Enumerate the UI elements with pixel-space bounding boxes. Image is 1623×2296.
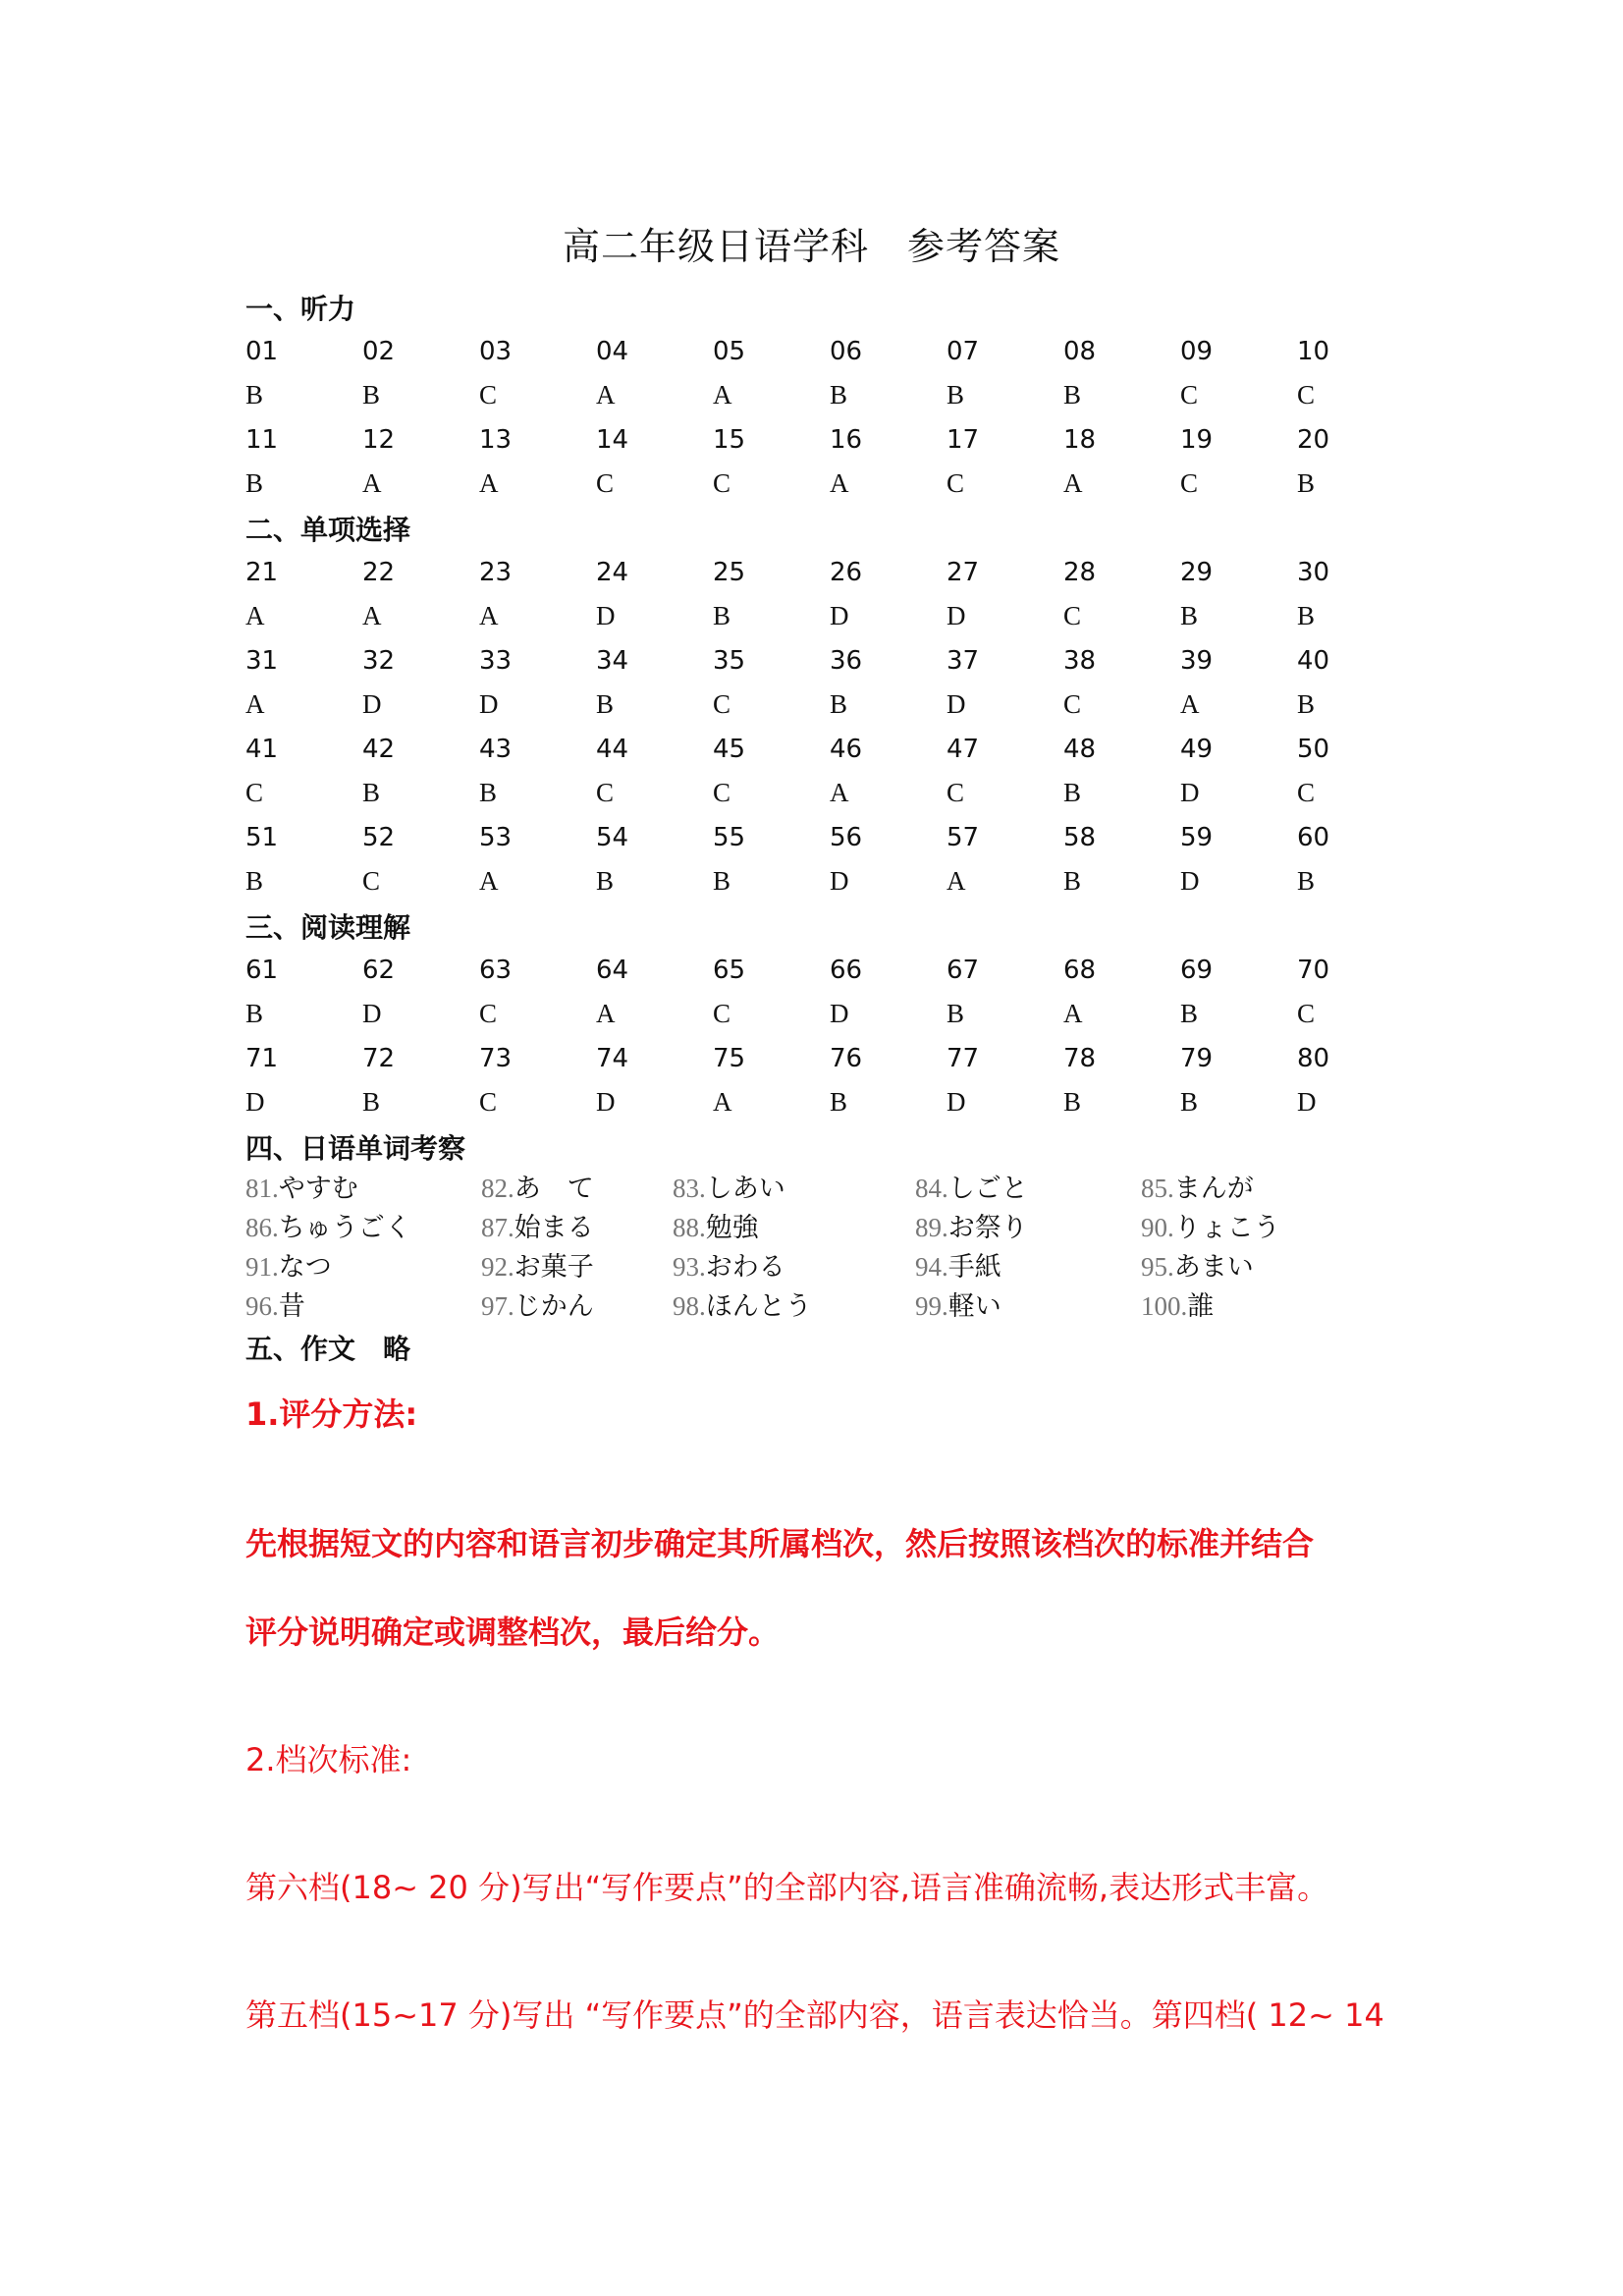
question-number: 16 [830, 424, 863, 455]
answer-letter: A [362, 468, 382, 498]
vocab-item [481, 1245, 594, 1284]
answer-letter: C [947, 778, 965, 807]
answer-letter: B [1297, 866, 1316, 896]
answer-letter: D [596, 1087, 616, 1117]
vocab-answer: 昔 [278, 1291, 305, 1322]
question-number: 04 [596, 336, 629, 366]
section-essay-heading: 五、作文 略 [245, 1333, 411, 1365]
question-number: 67 [947, 955, 980, 985]
question-number: 08 [1063, 336, 1097, 366]
question-number: 48 [1063, 734, 1097, 764]
question-number: 60 [1297, 822, 1330, 852]
vocab-item [673, 1285, 812, 1323]
vocab-number: 91. [245, 1252, 279, 1282]
vocab-answer: ちゅうごく [278, 1213, 411, 1243]
question-number: 12 [362, 424, 396, 455]
vocab-item [245, 1285, 305, 1323]
answer-letter: C [713, 468, 731, 498]
grade-criteria-heading: 2.档次标准: [245, 1741, 412, 1778]
vocab-answer: りょこう [1173, 1213, 1280, 1243]
single-choice-answer-row [245, 594, 1424, 638]
vocab-number: 85. [1141, 1174, 1174, 1203]
question-number: 24 [596, 557, 629, 587]
question-number: 55 [713, 822, 746, 852]
question-number: 59 [1180, 822, 1214, 852]
reading-answer-row [245, 1080, 1424, 1124]
question-number: 15 [713, 424, 746, 455]
vocab-item [673, 1245, 785, 1284]
reading-question-number-row [245, 948, 1424, 992]
vocab-answer: しあい [705, 1174, 785, 1204]
answer-letter: D [1180, 866, 1200, 896]
question-number: 47 [947, 734, 980, 764]
question-number: 52 [362, 822, 396, 852]
vocab-item [915, 1245, 1001, 1284]
page-title: 高二年级日语学科 参考答案 [562, 225, 1060, 268]
question-number: 38 [1063, 645, 1097, 676]
answer-letter: D [245, 1087, 265, 1117]
vocab-number: 89. [915, 1213, 948, 1242]
vocab-item [915, 1285, 1001, 1323]
question-number: 27 [947, 557, 980, 587]
answer-letter: A [596, 380, 616, 410]
question-number: 33 [479, 645, 513, 676]
answer-letter: C [713, 689, 731, 719]
question-number: 40 [1297, 645, 1330, 676]
vocab-number: 92. [481, 1252, 514, 1282]
question-number: 25 [713, 557, 746, 587]
question-number: 41 [245, 734, 279, 764]
question-number: 02 [362, 336, 396, 366]
question-number: 61 [245, 955, 279, 985]
question-number: 80 [1297, 1043, 1330, 1073]
answer-letter: B [1180, 1087, 1199, 1117]
answer-letter: A [830, 778, 849, 807]
vocab-item [1141, 1245, 1254, 1284]
vocab-answer: お菓子 [514, 1252, 594, 1283]
question-number: 09 [1180, 336, 1214, 366]
answer-letter: B [362, 380, 381, 410]
answer-letter: B [362, 1087, 381, 1117]
single-choice-question-number-row [245, 727, 1424, 771]
question-number: 01 [245, 336, 279, 366]
answer-letter: D [947, 601, 966, 630]
answer-letter: B [1297, 689, 1316, 719]
grade-five-text: 第五档(15~17 分)写出 “写作要点”的全部内容，语言表达恰当。第四档( 12~ 14 [245, 1996, 1384, 2034]
question-number: 29 [1180, 557, 1214, 587]
answer-letter: A [479, 866, 499, 896]
question-number: 64 [596, 955, 629, 985]
question-number: 50 [1297, 734, 1330, 764]
vocab-item [673, 1167, 785, 1205]
vocab-answer: 勉強 [705, 1213, 759, 1243]
question-number: 10 [1297, 336, 1330, 366]
answer-letter: B [596, 866, 615, 896]
single-choice-answer-row [245, 683, 1424, 727]
answer-letter: D [830, 601, 849, 630]
answer-letter: C [1297, 778, 1316, 807]
question-number: 49 [1180, 734, 1214, 764]
vocab-item [481, 1285, 594, 1323]
vocab-number: 84. [915, 1174, 948, 1203]
answer-letter: C [596, 778, 615, 807]
question-number: 14 [596, 424, 629, 455]
answer-letter: C [713, 999, 731, 1028]
question-number: 07 [947, 336, 980, 366]
answer-letter: A [830, 468, 849, 498]
answer-letter: D [362, 689, 382, 719]
listening-answer-row [245, 462, 1424, 506]
answer-letter: B [596, 689, 615, 719]
question-number: 58 [1063, 822, 1097, 852]
answer-letter: D [479, 689, 499, 719]
question-number: 69 [1180, 955, 1214, 985]
vocab-answer: 軽い [947, 1291, 1001, 1322]
answer-letter: B [713, 866, 731, 896]
answer-letter: B [1297, 468, 1316, 498]
single-choice-question-number-row [245, 815, 1424, 859]
answer-letter: B [1063, 1087, 1082, 1117]
vocab-answer-list [245, 1167, 1424, 1324]
question-number: 75 [713, 1043, 746, 1073]
answer-letter: A [1063, 999, 1083, 1028]
answer-letter: D [362, 999, 382, 1028]
question-number: 46 [830, 734, 863, 764]
answer-letter: B [245, 380, 264, 410]
answer-letter: D [1180, 778, 1200, 807]
answer-letter: B [947, 999, 965, 1028]
single-choice-question-number-row [245, 638, 1424, 683]
vocab-answer: 手紙 [947, 1252, 1001, 1283]
vocab-answer: やすむ [278, 1174, 358, 1204]
answer-letter: B [1297, 601, 1316, 630]
question-number: 70 [1297, 955, 1330, 985]
answer-letter: D [947, 689, 966, 719]
answer-letter: D [947, 1087, 966, 1117]
question-number: 73 [479, 1043, 513, 1073]
vocab-row [245, 1245, 1424, 1285]
vocab-row [245, 1206, 1424, 1245]
answer-letter: C [1297, 999, 1316, 1028]
section-reading-heading: 三、阅读理解 [245, 911, 411, 944]
question-number: 66 [830, 955, 863, 985]
question-number: 30 [1297, 557, 1330, 587]
listening-question-number-row [245, 417, 1424, 462]
answer-letter: B [245, 866, 264, 896]
answer-letter: C [713, 778, 731, 807]
question-number: 23 [479, 557, 513, 587]
vocab-answer: あ て [514, 1174, 594, 1204]
question-number: 22 [362, 557, 396, 587]
answer-letter: D [830, 999, 849, 1028]
vocab-item [673, 1206, 759, 1244]
question-number: 78 [1063, 1043, 1097, 1073]
section-vocab-heading: 四、日语单词考察 [245, 1132, 466, 1165]
listening-question-number-row [245, 329, 1424, 373]
single-choice-answer-row [245, 771, 1424, 815]
answer-letter: A [596, 999, 616, 1028]
answer-letter: C [245, 778, 264, 807]
vocab-number: 95. [1141, 1252, 1174, 1282]
answer-letter: C [1297, 380, 1316, 410]
question-number: 79 [1180, 1043, 1214, 1073]
vocab-number: 96. [245, 1291, 279, 1321]
scoring-method-text-1: 先根据短文的内容和语言初步确定其所属档次，然后按照该档次的标准并结合 [245, 1525, 1315, 1562]
answer-letter: A [245, 601, 265, 630]
vocab-answer: まんが [1173, 1174, 1254, 1204]
answer-letter: A [245, 689, 265, 719]
answer-letter: B [362, 778, 381, 807]
vocab-answer: おわる [705, 1252, 785, 1283]
vocab-item [245, 1206, 411, 1244]
vocab-item [481, 1167, 594, 1205]
answer-letter: B [830, 1087, 848, 1117]
question-number: 37 [947, 645, 980, 676]
vocab-number: 82. [481, 1174, 514, 1203]
vocab-number: 99. [915, 1291, 948, 1321]
answer-letter: A [479, 468, 499, 498]
question-number: 36 [830, 645, 863, 676]
reading-question-number-row [245, 1036, 1424, 1080]
single-choice-answer-grid [245, 550, 1424, 903]
vocab-item [915, 1167, 1028, 1205]
answer-letter: C [1063, 689, 1082, 719]
answer-letter: A [1180, 689, 1200, 719]
answer-letter: C [1063, 601, 1082, 630]
single-choice-answer-row [245, 859, 1424, 903]
question-number: 72 [362, 1043, 396, 1073]
question-number: 71 [245, 1043, 279, 1073]
answer-letter: C [596, 468, 615, 498]
question-number: 35 [713, 645, 746, 676]
scoring-method-heading: 1.评分方法: [245, 1395, 418, 1433]
question-number: 20 [1297, 424, 1330, 455]
question-number: 28 [1063, 557, 1097, 587]
vocab-answer: しごと [947, 1174, 1028, 1204]
vocab-answer: なつ [278, 1252, 332, 1283]
question-number: 45 [713, 734, 746, 764]
vocab-number: 94. [915, 1252, 948, 1282]
answer-letter: C [1180, 380, 1199, 410]
question-number: 68 [1063, 955, 1097, 985]
question-number: 18 [1063, 424, 1097, 455]
answer-letter: B [1063, 380, 1082, 410]
answer-letter: A [713, 1087, 732, 1117]
answer-letter: B [1063, 778, 1082, 807]
vocab-number: 81. [245, 1174, 279, 1203]
answer-letter: A [713, 380, 732, 410]
answer-letter: C [479, 1087, 498, 1117]
answer-letter: D [830, 866, 849, 896]
question-number: 54 [596, 822, 629, 852]
answer-letter: C [362, 866, 381, 896]
answer-letter: A [1063, 468, 1083, 498]
vocab-number: 93. [673, 1252, 706, 1282]
vocab-number: 87. [481, 1213, 514, 1242]
vocab-row [245, 1285, 1424, 1324]
answer-letter: B [830, 380, 848, 410]
question-number: 76 [830, 1043, 863, 1073]
section-single-choice-heading: 二、单项选择 [245, 514, 411, 546]
vocab-item [245, 1167, 358, 1205]
question-number: 13 [479, 424, 513, 455]
question-number: 53 [479, 822, 513, 852]
section-listening-heading: 一、听力 [245, 293, 356, 325]
question-number: 77 [947, 1043, 980, 1073]
question-number: 42 [362, 734, 396, 764]
listening-answer-row [245, 373, 1424, 417]
question-number: 34 [596, 645, 629, 676]
vocab-number: 88. [673, 1213, 706, 1242]
question-number: 17 [947, 424, 980, 455]
answer-letter: B [1180, 601, 1199, 630]
answer-letter: A [947, 866, 966, 896]
vocab-item [245, 1245, 332, 1284]
vocab-answer: 始まる [514, 1213, 594, 1243]
question-number: 62 [362, 955, 396, 985]
vocab-row [245, 1167, 1424, 1206]
answer-letter: A [479, 601, 499, 630]
grade-six-text: 第六档(18~ 20 分)写出“写作要点”的全部内容,语言准确流畅,表达形式丰富。 [245, 1869, 1329, 1906]
question-number: 03 [479, 336, 513, 366]
answer-letter: B [1180, 999, 1199, 1028]
vocab-item [1141, 1167, 1254, 1205]
scoring-method-text-2: 评分说明确定或调整档次，最后给分。 [245, 1613, 781, 1651]
answer-letter: C [479, 380, 498, 410]
vocab-item [915, 1206, 1028, 1244]
vocab-item [1141, 1206, 1280, 1244]
answer-letter: A [362, 601, 382, 630]
question-number: 31 [245, 645, 279, 676]
question-number: 05 [713, 336, 746, 366]
listening-answer-grid [245, 329, 1424, 506]
question-number: 19 [1180, 424, 1214, 455]
answer-letter: D [596, 601, 616, 630]
answer-letter: C [479, 999, 498, 1028]
question-number: 06 [830, 336, 863, 366]
question-number: 39 [1180, 645, 1214, 676]
vocab-number: 100. [1141, 1291, 1188, 1321]
answer-letter: C [1180, 468, 1199, 498]
vocab-number: 90. [1141, 1213, 1174, 1242]
vocab-item [1141, 1285, 1214, 1323]
question-number: 57 [947, 822, 980, 852]
vocab-answer: じかん [514, 1291, 594, 1322]
question-number: 43 [479, 734, 513, 764]
question-number: 63 [479, 955, 513, 985]
vocab-item [481, 1206, 594, 1244]
answer-letter: D [1297, 1087, 1317, 1117]
question-number: 56 [830, 822, 863, 852]
vocab-answer: 誰 [1187, 1291, 1215, 1322]
answer-letter: B [947, 380, 965, 410]
reading-answer-row [245, 992, 1424, 1036]
answer-letter: B [245, 468, 264, 498]
question-number: 11 [245, 424, 279, 455]
answer-letter: B [479, 778, 498, 807]
question-number: 51 [245, 822, 279, 852]
question-number: 32 [362, 645, 396, 676]
single-choice-question-number-row [245, 550, 1424, 594]
vocab-number: 86. [245, 1213, 279, 1242]
question-number: 26 [830, 557, 863, 587]
answer-letter: B [713, 601, 731, 630]
vocab-number: 98. [673, 1291, 706, 1321]
question-number: 44 [596, 734, 629, 764]
answer-letter: B [245, 999, 264, 1028]
reading-answer-grid [245, 948, 1424, 1124]
question-number: 21 [245, 557, 279, 587]
question-number: 65 [713, 955, 746, 985]
answer-letter: C [947, 468, 965, 498]
question-number: 74 [596, 1043, 629, 1073]
answer-letter: B [1063, 866, 1082, 896]
vocab-answer: あまい [1173, 1252, 1254, 1283]
vocab-answer: お祭り [947, 1213, 1028, 1243]
answer-letter: B [830, 689, 848, 719]
vocab-answer: ほんとう [705, 1291, 812, 1322]
vocab-number: 97. [481, 1291, 514, 1321]
vocab-number: 83. [673, 1174, 706, 1203]
